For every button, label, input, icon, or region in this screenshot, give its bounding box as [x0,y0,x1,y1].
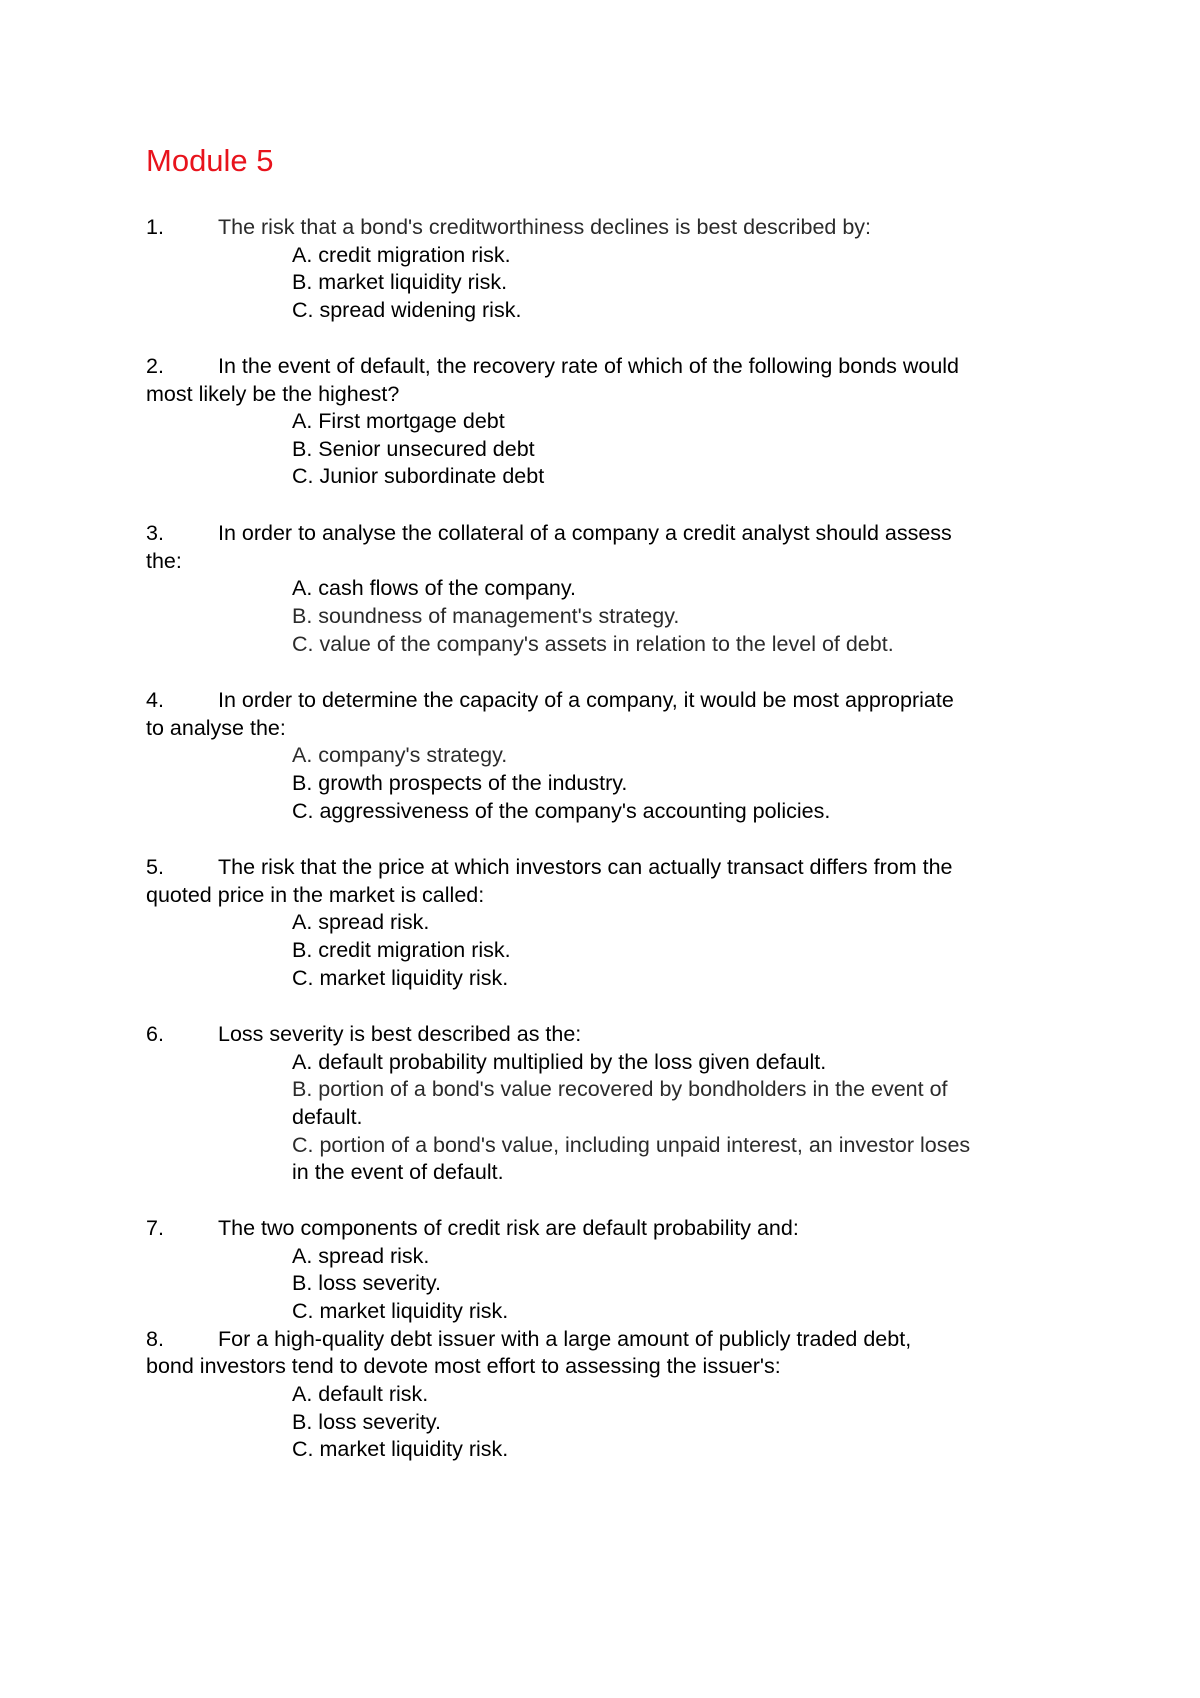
question-stem-continued: to analyse the: [146,716,286,740]
option-c: C. portion of a bond's value, including unpaid interest, an investor loses [292,1133,971,1157]
option-b: B. growth prospects of the industry. [292,771,628,795]
question-number: 6. [146,1022,164,1046]
option-a: A. default probability multiplied by the loss given default. [292,1050,827,1074]
question-stem: In the event of default, the recovery rate of which of the following bonds would [218,354,960,378]
question-number: 3. [146,521,164,545]
question-stem: The risk that a bond's creditworthiness declines is best described by: [218,215,872,239]
question-stem: The risk that the price at which investors can actually transact differs from the [218,855,953,879]
question-number: 7. [146,1216,164,1240]
option-a: A. company's strategy. [292,743,508,767]
option-b: B. market liquidity risk. [292,270,508,294]
option-b: B. loss severity. [292,1271,441,1295]
question-stem-continued: bond investors tend to devote most effort to assessing the issuer's: [146,1354,781,1378]
option-a: A. spread risk. [292,1244,430,1268]
option-b: B. soundness of management's strategy. [292,604,680,628]
question-number: 8. [146,1327,164,1351]
option-b: B. Senior unsecured debt [292,437,535,461]
option-c: C. value of the company's assets in relation to the level of debt. [292,632,894,656]
question-stem-continued: most likely be the highest? [146,382,400,406]
option-a: A. default risk. [292,1382,429,1406]
option-a: A. cash flows of the company. [292,576,577,600]
question-stem: In order to analyse the collateral of a company a credit analyst should assess [218,521,952,545]
question-stem: In order to determine the capacity of a company, it would be most appropriate [218,688,954,712]
option-c: C. market liquidity risk. [292,966,509,990]
option-b: B. portion of a bond's value recovered by bondholders in the event of [292,1077,948,1101]
question-number: 1. [146,215,164,239]
question-stem: Loss severity is best described as the: [218,1022,582,1046]
option-b: B. loss severity. [292,1410,441,1434]
option-c: C. Junior subordinate debt [292,464,545,488]
option-c-continued: in the event of default. [292,1160,504,1184]
question-number: 4. [146,688,164,712]
page-title: Module 5 [146,143,274,178]
option-a: A. First mortgage debt [292,409,505,433]
option-b: B. credit migration risk. [292,938,511,962]
option-c: C. market liquidity risk. [292,1299,509,1323]
option-b-continued: default. [292,1105,363,1129]
option-c: C. market liquidity risk. [292,1437,509,1461]
option-a: A. credit migration risk. [292,243,511,267]
question-number: 2. [146,354,164,378]
option-c: C. spread widening risk. [292,298,522,322]
question-stem: For a high-quality debt issuer with a large amount of publicly traded debt, [218,1327,912,1351]
option-a: A. spread risk. [292,910,430,934]
question-stem-continued: quoted price in the market is called: [146,883,485,907]
question-stem-continued: the: [146,549,182,573]
option-c: C. aggressiveness of the company's accounting policies. [292,799,831,823]
question-stem: The two components of credit risk are default probability and: [218,1216,799,1240]
question-number: 5. [146,855,164,879]
